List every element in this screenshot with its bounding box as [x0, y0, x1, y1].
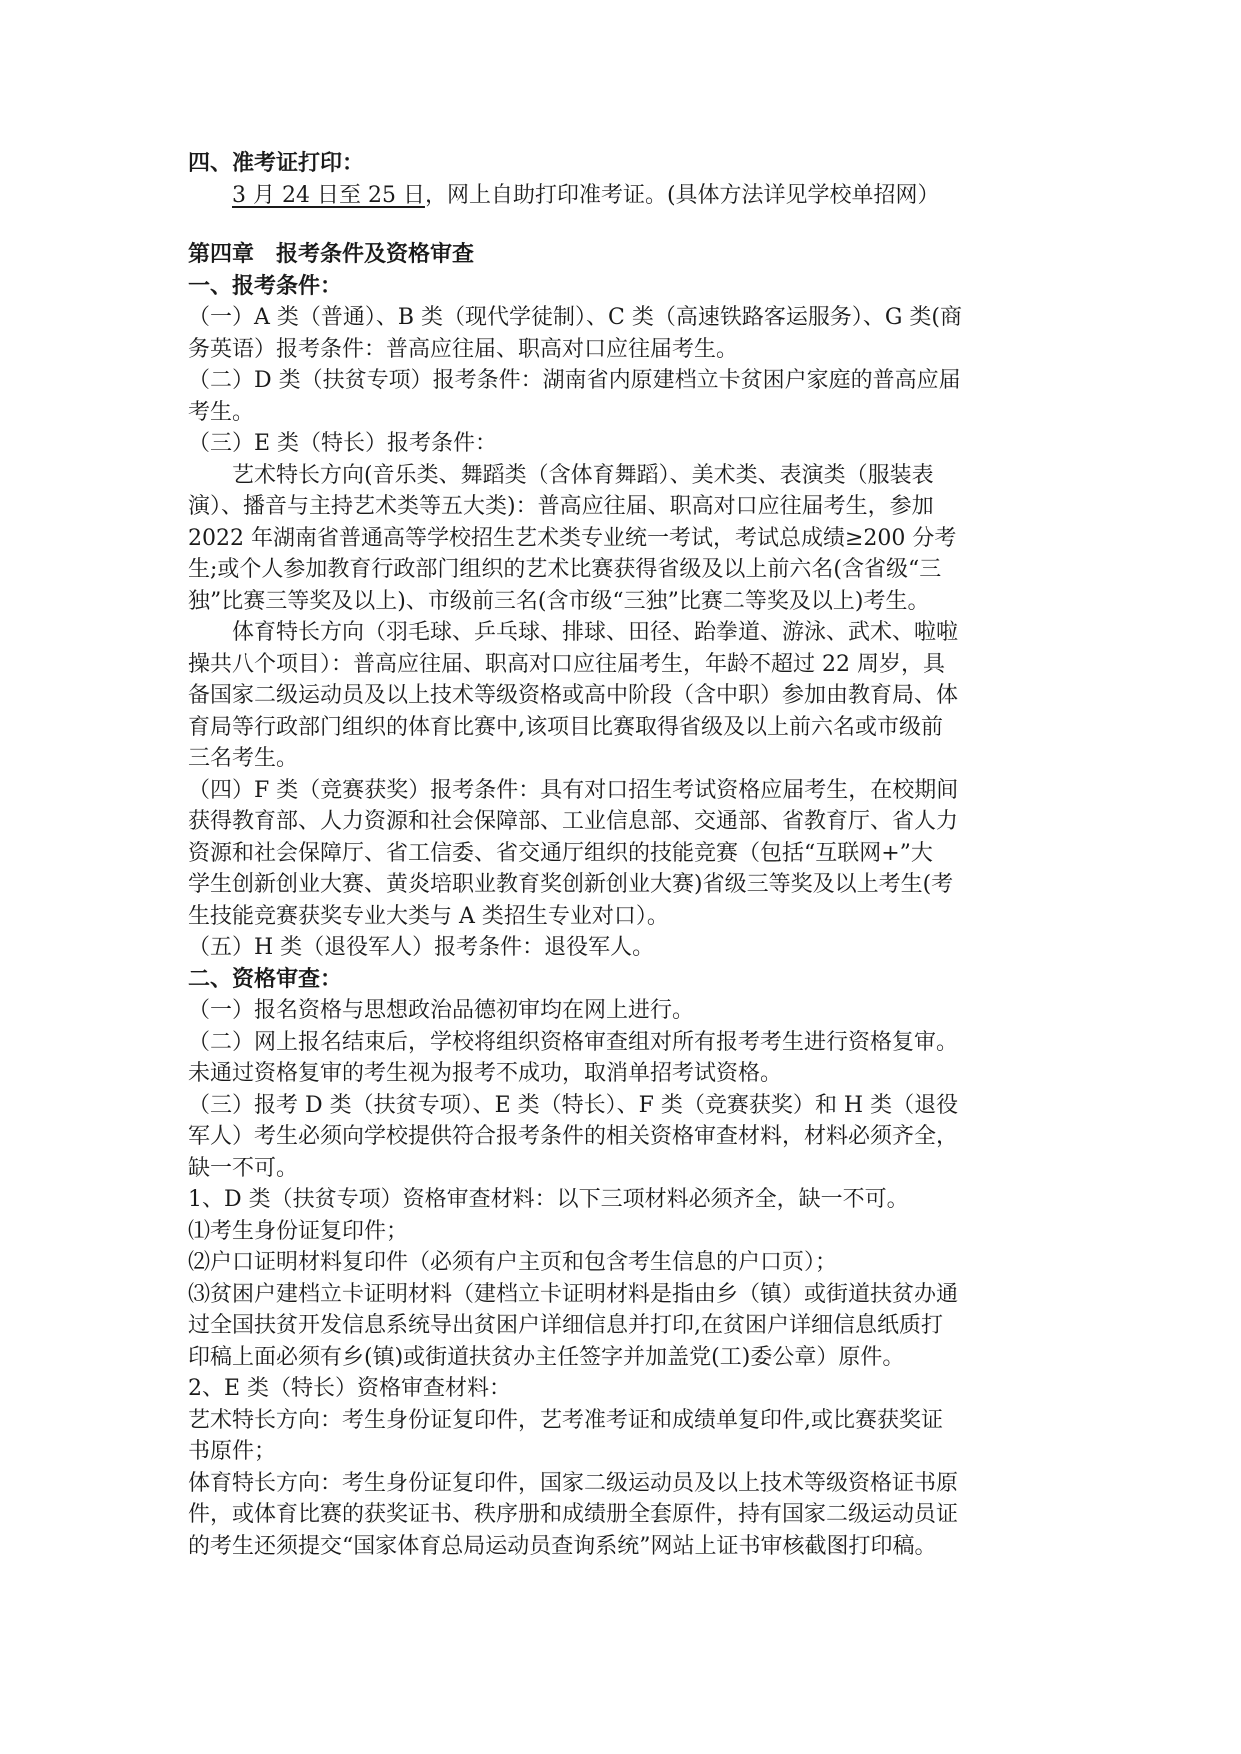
text-line: 务英语）报考条件：普高应往届、职高对口应往届考生。 [188, 336, 739, 362]
text-line: 学生创新创业大赛、黄炎培职业教育奖创新创业大赛)省级三等奖及以上考生(考 [188, 872, 954, 897]
text-line: 过全国扶贫开发信息系统导出贫困户详细信息并打印,在贫困户详细信息纸质打 [188, 1313, 943, 1338]
text-line: 体育特长方向：考生身份证复印件，国家二级运动员及以上技术等级资格证书原 [188, 1470, 959, 1496]
text-line: 独”比赛三等奖及以上)、市级前三名(含市级“三独”比赛二等奖及以上)考生。 [188, 588, 930, 614]
text-line: （二）D 类（扶贫专项）报考条件：湖南省内原建档立卡贫困户家庭的普高应届 [188, 368, 961, 393]
section-heading-review: 二、资格审查： [188, 965, 343, 992]
document-body [188, 148, 1054, 1562]
text-line: 军人）考生必须向学校提供符合报考条件的相关资格审查材料，材料必须齐全， [188, 1124, 959, 1149]
text-line: 缺一不可。 [188, 1155, 299, 1181]
text-line: （一）A 类（普通）、B 类（现代学徒制）、C 类（高速铁路客运服务）、G 类(商 [188, 305, 963, 330]
text-line: 的考生还须提交“国家体育总局运动员查询系统”网站上证书审核截图打印稿。 [188, 1533, 937, 1559]
text-line: 艺术特长方向：考生身份证复印件，艺考准考证和成绩单复印件,或比赛获奖证 [188, 1407, 943, 1433]
text-line: 1、D 类（扶贫专项）资格审查材料：以下三项材料必须齐全，缺一不可。 [188, 1187, 909, 1212]
text-line: 生技能竞赛获奖专业大类与 A 类招生专业对口）。 [188, 903, 669, 929]
text-line: 书原件； [188, 1439, 277, 1464]
text-line: 获得教育部、人力资源和社会保障部、工业信息部、交通部、省教育厅、省人力 [188, 809, 959, 834]
spacer [188, 211, 1054, 239]
text-line: 生;或个人参加教育行政部门组织的艺术比赛获得省级及以上前六名(含省级“三 [188, 557, 942, 582]
text-line: 演）、播音与主持艺术类等五大类)：普高应往届、职高对口应往届考生，参加 [188, 494, 934, 519]
chapter-title: 第四章 报考条件及资格审查 [188, 241, 475, 267]
text-line: ⑵户口证明材料复印件（必须有户主页和包含考生信息的户口页）； [188, 1250, 838, 1275]
section-heading-admission-ticket: 四、准考证打印： [188, 150, 365, 176]
text-line: （一）报名资格与思想政治品德初审均在网上进行。 [188, 998, 695, 1023]
text-line: 未通过资格复审的考生视为报考不成功，取消单招考试资格。 [188, 1061, 783, 1086]
text-line: 操共八个项目）：普高应往届、职高对口应往届考生，年龄不超过 22 周岁，具 [188, 651, 945, 677]
text-line: 三名考生。 [188, 746, 299, 771]
admission-ticket-text: ，网上自助打印准考证。(具体方法详见学校单招网） [424, 182, 940, 208]
text-line: 艺术特长方向(音乐类、舞蹈类（含体育舞蹈）、美术类、表演类（服装表 [232, 462, 934, 488]
text-line: 体育特长方向（羽毛球、乒乓球、排球、田径、跆拳道、游泳、武术、啦啦 [232, 620, 959, 645]
text-line: ⑶贫困户建档立卡证明材料（建档立卡证明材料是指由乡（镇）或街道扶贫办通 [188, 1281, 959, 1307]
text-line: 备国家二级运动员及以上技术等级资格或高中阶段（含中职）参加由教育局、体 [188, 683, 959, 708]
text-line: 印稿上面必须有乡(镇)或街道扶贫办主任签字并加盖党(工)委公章）原件。 [188, 1344, 905, 1370]
section-heading-conditions: 一、报考条件： [188, 272, 343, 299]
text-line: 2、E 类（特长）资格审查材料： [188, 1376, 512, 1401]
text-line: （五）H 类（退役军人）报考条件：退役军人。 [188, 935, 655, 960]
text-line: （三）报考 D 类（扶贫专项）、E 类（特长）、F 类（竞赛获奖）和 H 类（退役 [188, 1092, 959, 1118]
text-line: 2022 年湖南省普通高等学校招生艺术类专业统一考试，考试总成绩≥200 分考 [188, 525, 957, 551]
admission-ticket-paragraph [188, 180, 1054, 212]
text-line: 考生。 [188, 399, 255, 425]
text-line: 件，或体育比赛的获奖证书、秩序册和成绩册全套原件，持有国家二级运动员证 [188, 1502, 959, 1527]
print-date-range: 3 月 24 日至 25 日 [232, 182, 425, 208]
text-line: 资源和社会保障厅、省工信委、省交通厅组织的技能竞赛（包括“互联网+”大 [188, 840, 933, 866]
text-line: （三）E 类（特长）报考条件： [188, 431, 498, 456]
text-line: ⑴考生身份证复印件； [188, 1218, 409, 1244]
text-line: 育局等行政部门组织的体育比赛中,该项目比赛取得省级及以上前六名或市级前 [188, 714, 943, 740]
text-line: （四）F 类（竞赛获奖）报考条件：具有对口招生考试资格应届考生，在校期间 [188, 777, 959, 803]
text-line: （二）网上报名结束后，学校将组织资格审查组对所有报考考生进行资格复审。 [188, 1029, 959, 1055]
